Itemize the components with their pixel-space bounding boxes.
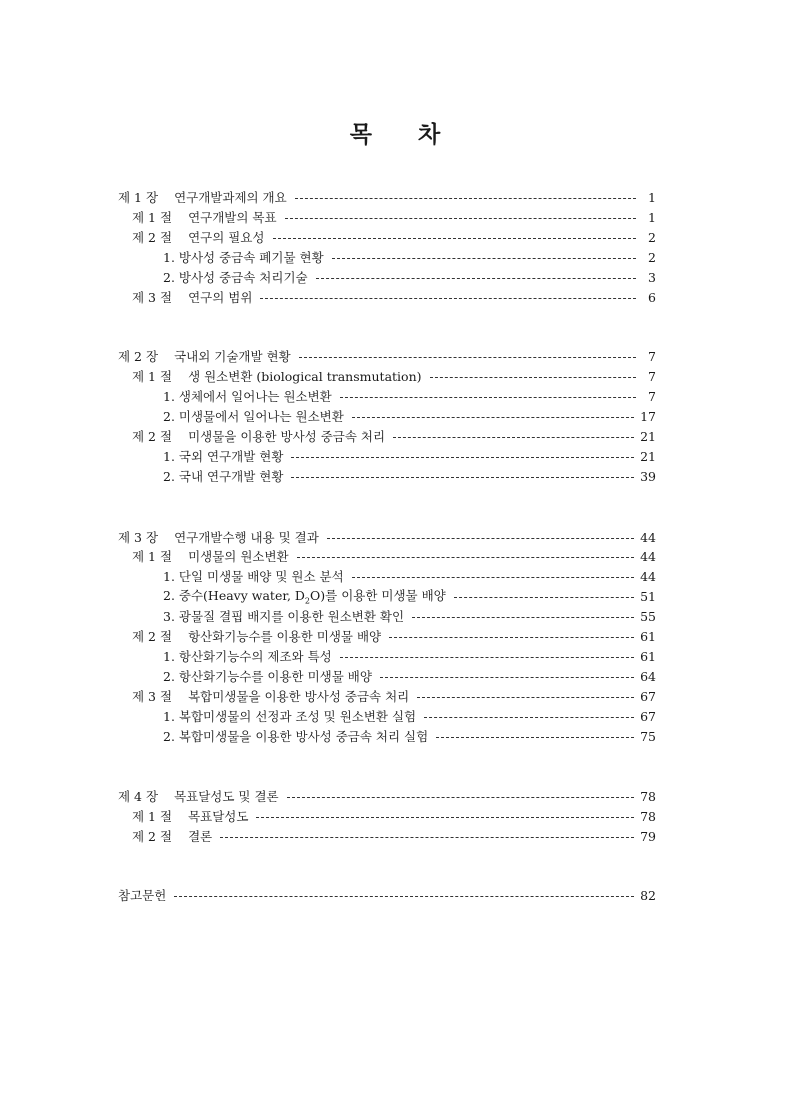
toc-entry-section[interactable] [118,227,656,247]
toc-entry-subsection[interactable] [118,406,656,426]
leader-dots [430,377,636,378]
toc-number: 제 3 절 [132,689,173,704]
toc-page: 82 [640,887,656,903]
leader-dots [291,457,634,458]
toc-entry-section[interactable] [118,366,656,386]
toc-entry-chapter-3[interactable] [118,527,656,547]
toc-page: 3 [648,269,656,285]
leader-dots [417,697,634,698]
toc-text: 목표달성도 및 결론 [174,789,279,804]
toc-text: 국내외 기술개발 현황 [174,349,291,364]
toc-number: 제 2 절 [132,429,173,444]
toc-number: 제 1 절 [132,369,173,384]
toc-text: 3. 광물질 결핍 배지를 이용한 원소변환 확인 [163,609,405,624]
toc-entry-subsection[interactable] [118,386,656,406]
leader-dots [436,737,634,738]
toc-page: 21 [640,428,656,444]
toc-entry-subsection[interactable] [118,586,656,606]
toc-text: 2. 미생물에서 일어나는 원소변환 [163,409,344,424]
toc-page: 79 [640,828,656,844]
toc-text: 항산화기능수를 이용한 미생물 배양 [188,629,382,644]
toc-entry-section[interactable] [118,826,656,846]
toc-page: 67 [640,688,656,704]
leader-dots [256,817,634,818]
toc-number: 제 3 장 [118,530,159,545]
toc-entry-subsection[interactable] [118,666,656,686]
leader-dots [340,397,636,398]
toc-page: 17 [640,408,656,424]
toc-page: 61 [640,628,656,644]
toc-entry-section[interactable] [118,806,656,826]
leader-dots [220,837,634,838]
toc-entry-subsection[interactable] [118,446,656,466]
toc-entry-section[interactable] [118,546,656,566]
toc-page: 51 [640,588,656,604]
leader-dots [352,417,634,418]
title-char-2: 차 [418,121,441,148]
toc-entry-section[interactable] [118,626,656,646]
toc-entry-subsection[interactable] [118,466,656,486]
toc-text: 1. 생체에서 일어나는 원소변환 [163,389,332,404]
toc-text: 1. 복합미생물의 선정과 조성 및 원소변환 실험 [163,709,417,724]
leader-dots [260,298,636,299]
toc-entry-subsection[interactable] [118,247,656,267]
leader-dots [299,357,636,358]
toc-page: 61 [640,648,656,664]
toc-text: 1. 항산화기능수의 제조와 특성 [163,649,332,664]
toc-entry-chapter-2[interactable] [118,346,656,366]
toc-text: 2. 복합미생물을 이용한 방사성 중금속 처리 실험 [163,729,429,744]
toc-entry-section[interactable] [118,426,656,446]
toc-page: 44 [640,529,656,545]
leader-dots [389,637,634,638]
toc-entry-subsection[interactable] [118,646,656,666]
toc-page: 44 [640,568,656,584]
toc-entry-subsection[interactable] [118,706,656,726]
leader-dots [332,258,636,259]
leader-dots [393,437,634,438]
leader-dots [352,577,634,578]
toc-number: 제 1 절 [132,809,173,824]
toc-text: 미생물의 원소변환 [188,549,289,564]
toc-page: 55 [640,608,656,624]
leader-dots [454,597,634,598]
toc-entry-subsection[interactable] [118,267,656,287]
toc-entry-chapter-4[interactable] [118,786,656,806]
toc-text: 1. 국외 연구개발 현황 [163,449,284,464]
toc-number: 제 1 절 [132,210,173,225]
toc-text: 2. 중수(Heavy water, D [163,588,305,604]
toc-entry-subsection[interactable] [118,566,656,586]
toc-page: 64 [640,668,656,684]
toc-page: 44 [640,548,656,564]
leader-dots [327,538,634,539]
toc-number: 제 1 장 [118,190,159,205]
toc-number: 제 2 절 [132,829,173,844]
toc-text: 연구개발과제의 개요 [174,190,287,205]
toc-text: 1. 단일 미생물 배양 및 원소 분석 [163,569,344,584]
toc-entry-subsection[interactable] [118,726,656,746]
toc-page: 1 [648,189,656,205]
toc-page: 78 [640,808,656,824]
toc-text: 2. 국내 연구개발 현황 [163,469,284,484]
toc-text: 생 원소변환 (biological transmutation) [188,369,422,384]
leader-dots [285,218,636,219]
leader-dots [273,238,637,239]
toc-text: 연구의 필요성 [188,230,265,245]
toc-number: 제 3 절 [132,290,173,305]
toc-page: 39 [640,468,656,484]
leader-dots [412,617,634,618]
toc-number: 제 4 장 [118,789,159,804]
toc-text: 목표달성도 [188,809,249,824]
leader-dots [340,657,634,658]
leader-dots [174,896,634,897]
toc-page: 2 [648,249,656,265]
leader-dots [316,278,636,279]
toc-number: 제 2 절 [132,230,173,245]
toc-entry-references[interactable] [118,885,656,905]
toc-text: 1. 방사성 중금속 폐기물 현황 [163,250,324,265]
toc-text: 연구개발수행 내용 및 결과 [174,530,319,545]
toc-page: 67 [640,708,656,724]
toc-text: 참고문헌 [118,888,167,903]
toc-page: 6 [648,289,656,305]
leader-dots [291,477,634,478]
toc-entry-section[interactable] [118,686,656,706]
toc-text: 복합미생물을 이용한 방사성 중금속 처리 [188,689,410,704]
toc-page: 1 [648,209,656,225]
toc-number: 제 1 절 [132,549,173,564]
toc-text: 2. 방사성 중금속 처리기술 [163,270,308,285]
toc-page: 7 [648,348,656,364]
toc-entry-subsection[interactable] [118,606,656,626]
toc-page: 7 [648,368,656,384]
toc-page: 7 [648,388,656,404]
toc-entry-section[interactable] [118,207,656,227]
toc-text: 연구의 범위 [188,290,253,305]
toc-text: 결론 [188,829,213,844]
toc-text: 연구개발의 목표 [188,210,277,225]
toc-page: 21 [640,448,656,464]
toc-text: 2. 항산화기능수를 이용한 미생물 배양 [163,669,372,684]
toc-number: 제 2 절 [132,629,173,644]
toc-entry-section[interactable] [118,287,656,307]
toc-page: 2 [648,229,656,245]
toc-text: 미생물을 이용한 방사성 중금속 처리 [188,429,386,444]
leader-dots [380,677,634,678]
toc-page: 78 [640,788,656,804]
toc-number: 제 2 장 [118,349,159,364]
subscript: 2 [304,596,311,606]
toc-entry-chapter-1[interactable] [118,187,656,207]
leader-dots [295,198,636,199]
toc-text: O)를 이용한 미생물 배양 [310,588,446,604]
title-char-1: 목 [349,121,372,148]
leader-dots [297,557,634,558]
leader-dots [424,717,634,718]
page-title [0,116,790,149]
toc-page: 75 [640,728,656,744]
leader-dots [287,797,634,798]
